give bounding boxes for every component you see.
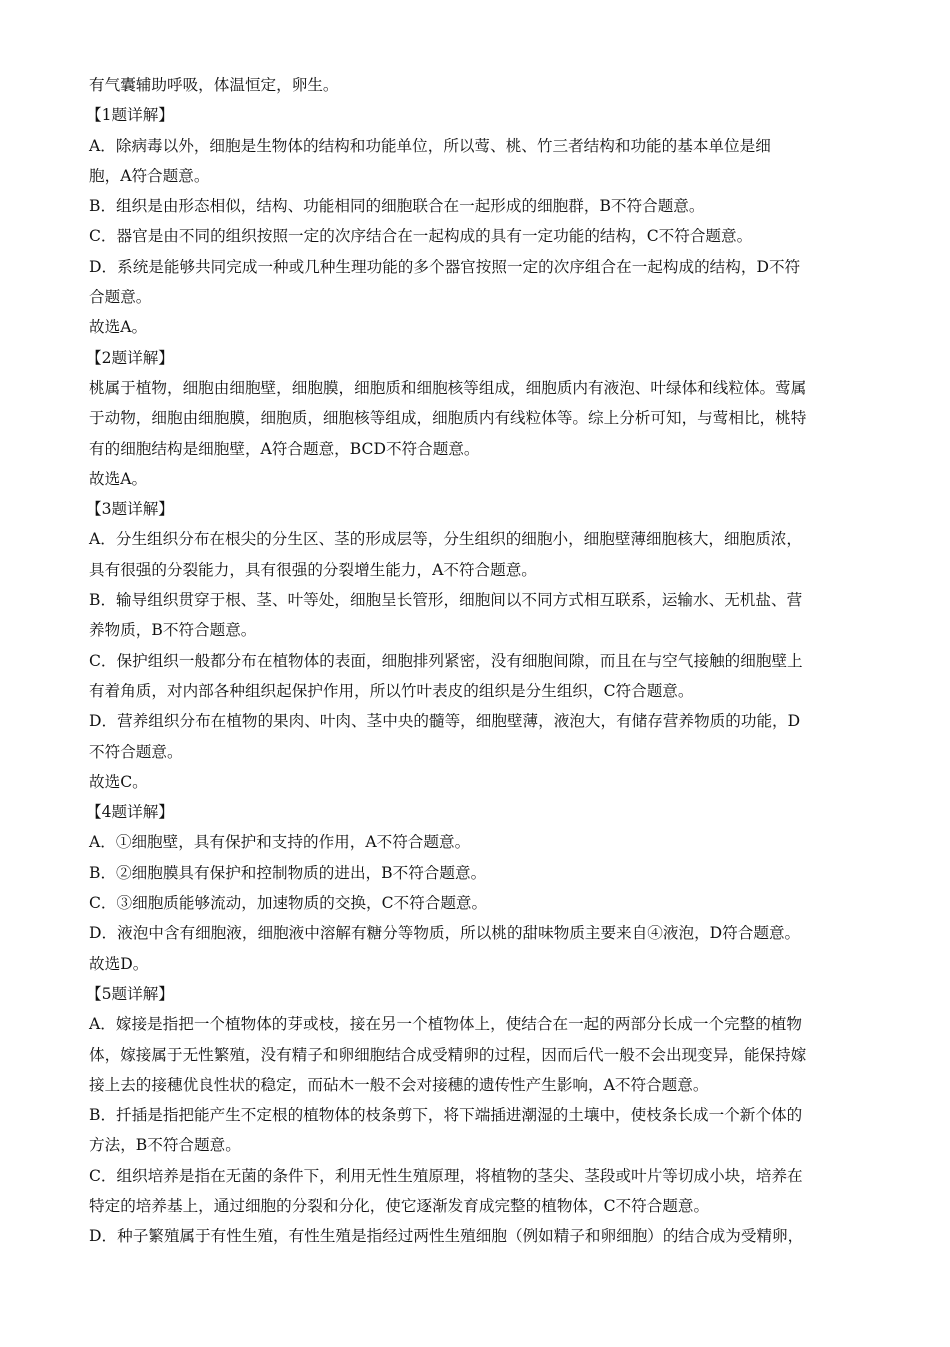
- text-line: 体，嫁接属于无性繁殖，没有精子和卵细胞结合成受精卵的过程，因而后代一般不会出现变异，能保持嫁: [89, 1045, 807, 1064]
- text-line: 合题意。: [89, 288, 152, 307]
- text-line: A．嫁接是指把一个植物体的芽或枝，接在另一个植物体上，使结合在一起的两部分长成一个完整的植物: [89, 1015, 802, 1034]
- text-line: 胞，A符合题意。: [89, 166, 210, 185]
- text-line: A．分生组织分布在根尖的分生区、茎的形成层等，分生组织的细胞小，细胞壁薄细胞核大，细胞质浓，: [89, 530, 802, 549]
- text-line: B．输导组织贯穿于根、茎、叶等处，细胞呈长管形，细胞间以不同方式相互联系，运输水、无机盐、营: [89, 591, 803, 610]
- text-line: C．保护组织一般都分布在植物体的表面，细胞排列紧密，没有细胞间隙，而且在与空气接触的细胞壁上: [89, 651, 803, 670]
- answer-line: 故选C。: [89, 772, 148, 791]
- text-line: C．组织培养是指在无菌的条件下，利用无性生殖原理，将植物的茎尖、茎段或叶片等切成小块，培养在: [89, 1166, 803, 1185]
- text-line: D．种子繁殖属于有性生殖，有性生殖是指经过两性生殖细胞（例如精子和卵细胞）的结合成为受精卵，: [89, 1227, 804, 1246]
- text-line: C．③细胞质能够流动，加速物质的交换，C不符合题意。: [89, 894, 488, 913]
- document-body: [86, 70, 869, 1252]
- text-line: 于动物，细胞由细胞膜，细胞质，细胞核等组成，细胞质内有线粒体等。综上分析可知，与莺相比，桃特: [89, 409, 807, 428]
- section-heading: 【4题详解】: [86, 803, 174, 822]
- text-line: B．扦插是指把能产生不定根的植物体的枝条剪下，将下端插进潮湿的土壤中，使枝条长成一个新个体的: [89, 1106, 803, 1125]
- text-line: 不符合题意。: [89, 742, 183, 761]
- text-line: 有着角质，对内部各种组织起保护作用，所以竹叶表皮的组织是分生组织，C符合题意。: [89, 681, 694, 700]
- text-line: D．营养组织分布在植物的果肉、叶肉、茎中央的髓等，细胞壁薄，液泡大，有储存营养物质的功能，D: [89, 712, 801, 731]
- answer-line: 故选A。: [89, 318, 148, 337]
- text-line: A．①细胞壁，具有保护和支持的作用，A不符合题意。: [89, 833, 471, 852]
- text-line: 特定的培养基上，通过细胞的分裂和分化，使它逐渐发育成完整的植物体，C不符合题意。: [89, 1196, 710, 1215]
- section-heading: 【3题详解】: [86, 500, 174, 519]
- text-line: 有气囊辅助呼吸，体温恒定，卵生。: [89, 76, 339, 94]
- section-heading: 【1题详解】: [86, 106, 174, 125]
- text-line: 接上去的接穗优良性状的稳定，而砧木一般不会对接穗的遗传性产生影响，A不符合题意。: [89, 1075, 709, 1094]
- answer-line: 故选A。: [89, 469, 148, 488]
- text-line: D．液泡中含有细胞液，细胞液中溶解有糖分等物质，所以桃的甜味物质主要来自④液泡，D符合题意。: [89, 924, 801, 943]
- answer-line: 故选D。: [89, 954, 149, 973]
- text-line: B．组织是由形态相似，结构、功能相同的细胞联合在一起形成的细胞群，B不符合题意。: [89, 197, 705, 216]
- text-line: C．器官是由不同的组织按照一定的次序结合在一起构成的具有一定功能的结构，C不符合题意。: [89, 227, 753, 246]
- text-line: 有的细胞结构是细胞壁，A符合题意，BCD不符合题意。: [89, 439, 480, 458]
- text-line: A．除病毒以外，细胞是生物体的结构和功能单位，所以莺、桃、竹三者结构和功能的基本单位是细: [89, 136, 771, 155]
- section-heading: 【5题详解】: [86, 984, 174, 1003]
- text-line: 方法，B不符合题意。: [89, 1136, 241, 1155]
- text-line: D．系统是能够共同完成一种或几种生理功能的多个器官按照一定的次序组合在一起构成的结构，D不符: [89, 257, 801, 276]
- text-line: 养物质，B不符合题意。: [89, 621, 257, 640]
- text-line: 具有很强的分裂能力，具有很强的分裂增生能力，A不符合题意。: [89, 560, 537, 579]
- text-line: 桃属于植物，细胞由细胞壁，细胞膜，细胞质和细胞核等组成，细胞质内有液泡、叶绿体和线粒体。莺属: [89, 378, 807, 397]
- text-line: B．②细胞膜具有保护和控制物质的进出，B不符合题意。: [89, 863, 487, 882]
- section-heading: 【2题详解】: [86, 348, 174, 367]
